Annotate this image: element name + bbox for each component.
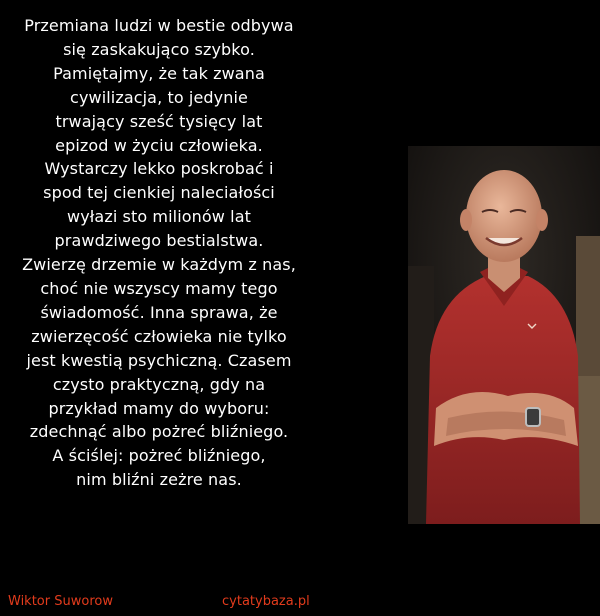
quote-line: się zaskakująco szybko. — [63, 39, 255, 59]
quote-line: wyłazi sto milionów lat — [67, 207, 251, 227]
quote-line: czysto praktyczną, gdy na — [52, 374, 266, 394]
quote-line: cywilizacja, to jedynie — [70, 87, 248, 107]
quote-line: nim bliźni zeżre nas. — [76, 470, 242, 490]
author-name[interactable]: Wiktor Suworow — [8, 594, 113, 609]
quote-line: choć nie wszyscy mamy tego — [40, 278, 278, 298]
quote-line: Przemiana ludzi w bestie odbywa — [24, 16, 294, 35]
quote-line: świadomość. Inna sprawa, że — [40, 302, 278, 322]
quote-line: spod tej cienkiej naleciałości — [43, 183, 275, 203]
quote-line: Wystarczy lekko poskrobać i — [44, 159, 274, 179]
quote-line: zdechnąć albo pożreć bliźniego. — [29, 422, 289, 442]
quote-line: przykład mamy do wyboru: — [48, 398, 270, 418]
quote-line: trwający sześć tysięcy lat — [55, 111, 263, 131]
quote-line: epizod w życiu człowieka. — [55, 135, 263, 155]
quote-line: prawdziwego bestialstwa. — [54, 231, 264, 251]
quote-line: Zwierzę drzemie w każdym z nas, — [22, 255, 296, 275]
quote-line: A ściślej: pożreć bliźniego, — [52, 446, 266, 466]
quote-text — [0, 14, 318, 492]
site-link[interactable]: cytatybaza.pl — [222, 594, 310, 609]
quote-line: zwierzęcość człowieka nie tylko — [31, 326, 287, 346]
quote-line: Pamiętajmy, że tak zwana — [53, 63, 265, 83]
quote-line: jest kwestią psychiczną. Czasem — [26, 350, 292, 370]
author-photo — [408, 146, 600, 524]
